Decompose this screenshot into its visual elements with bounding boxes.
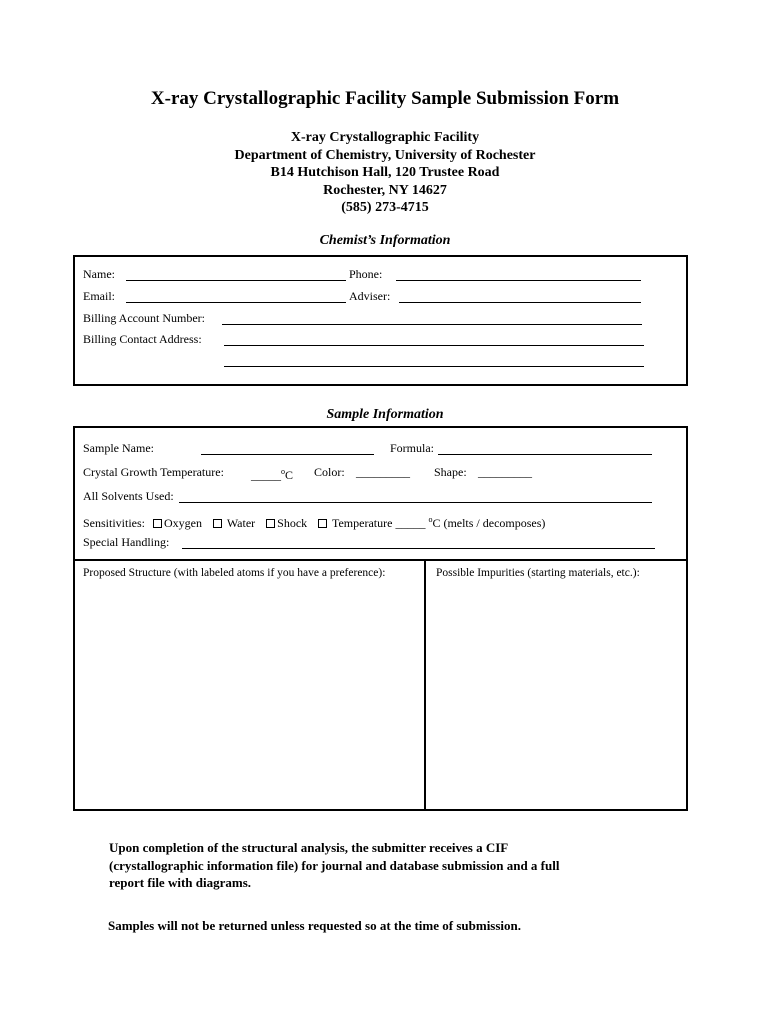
temperature-option[interactable] — [318, 516, 392, 530]
sensitivities-label: Sensitivities: — [83, 516, 146, 530]
color-label: Color: — [314, 465, 345, 479]
solvents-label: All Solvents Used: — [83, 489, 174, 503]
phone-field[interactable] — [396, 280, 641, 281]
color-field[interactable]: _________ — [356, 465, 410, 479]
cif-note-line3: report file with diagrams. — [109, 875, 252, 890]
department-name: Department of Chemistry, University of Rochester — [234, 147, 536, 163]
shock-checkbox[interactable] — [266, 519, 275, 528]
shock-label: Shock — [277, 516, 308, 530]
phone-label: Phone: — [349, 267, 383, 281]
sample-info-heading: Sample Information — [326, 407, 444, 422]
adviser-field[interactable] — [399, 302, 641, 303]
sample-name-label: Sample Name: — [83, 441, 154, 455]
temperature-checkbox[interactable] — [318, 519, 327, 528]
sample-name-field[interactable] — [201, 454, 374, 455]
growth-temp-blank: _____ — [251, 468, 281, 482]
facility-address-block — [0, 129, 770, 217]
street-address: B14 Hutchison Hall, 120 Trustee Road — [270, 165, 500, 180]
billing-address-label: Billing Contact Address: — [83, 332, 202, 346]
shape-label: Shape: — [434, 465, 467, 479]
formula-label: Formula: — [390, 441, 434, 455]
billing-address-field-line2[interactable] — [224, 366, 644, 367]
water-checkbox[interactable] — [213, 519, 222, 528]
chemist-info-heading: Chemist’s Information — [319, 233, 451, 248]
temperature-field[interactable]: _____ — [395, 516, 426, 530]
email-field[interactable] — [126, 302, 346, 303]
adviser-label: Adviser: — [349, 289, 391, 303]
oxygen-label: Oxygen — [164, 516, 203, 530]
special-handling-field[interactable] — [182, 548, 655, 549]
possible-impurities-label: Possible Impurities (starting materials, etc.): — [436, 567, 640, 579]
email-label: Email: — [83, 289, 115, 303]
cif-note-line2: (crystallographic information file) for journal and database submission and a full — [109, 857, 560, 873]
oxygen-checkbox[interactable] — [153, 519, 162, 528]
billing-account-field[interactable] — [222, 324, 642, 325]
temperature-label: Temperature — [331, 516, 393, 530]
sensitivities-row — [83, 513, 545, 530]
billing-account-label: Billing Account Number: — [83, 311, 205, 325]
formula-field[interactable] — [438, 454, 652, 455]
return-note: Samples will not be returned unless requested so at the time of submission. — [108, 918, 522, 933]
water-label: Water — [226, 516, 256, 530]
name-label: Name: — [83, 267, 115, 281]
facility-name: X-ray Crystallographic Facility — [290, 130, 480, 145]
city-state-zip: Rochester, NY 14627 — [323, 182, 447, 198]
growth-temp-field[interactable] — [251, 465, 293, 482]
growth-temp-label: Crystal Growth Temperature: — [83, 465, 224, 479]
proposed-structure-area[interactable] — [75, 561, 424, 809]
billing-address-field-line1[interactable] — [224, 345, 644, 346]
proposed-structure-label: Proposed Structure (with labeled atoms if you have a preference): — [83, 567, 386, 579]
form-title: X-ray Crystallographic Facility Sample Submission Form — [150, 88, 620, 109]
solvents-field[interactable] — [179, 502, 652, 503]
cif-note-line1: Upon completion of the structural analysis, the submitter receives a CIF — [109, 840, 509, 855]
cif-note — [109, 839, 559, 892]
shock-option[interactable] — [266, 516, 307, 530]
degree-symbol: o — [281, 467, 285, 476]
degree-symbol: o — [428, 515, 433, 524]
shape-field[interactable]: _________ — [478, 465, 532, 479]
melts-decomposes-label: C (melts / decomposes) — [432, 516, 546, 530]
oxygen-option[interactable] — [153, 516, 202, 530]
name-field[interactable] — [126, 280, 346, 281]
possible-impurities-area[interactable] — [426, 561, 686, 809]
celsius-unit: C — [285, 468, 294, 482]
phone-number: (585) 273-4715 — [341, 200, 429, 215]
water-option[interactable] — [213, 516, 255, 530]
special-handling-label: Special Handling: — [83, 535, 170, 549]
